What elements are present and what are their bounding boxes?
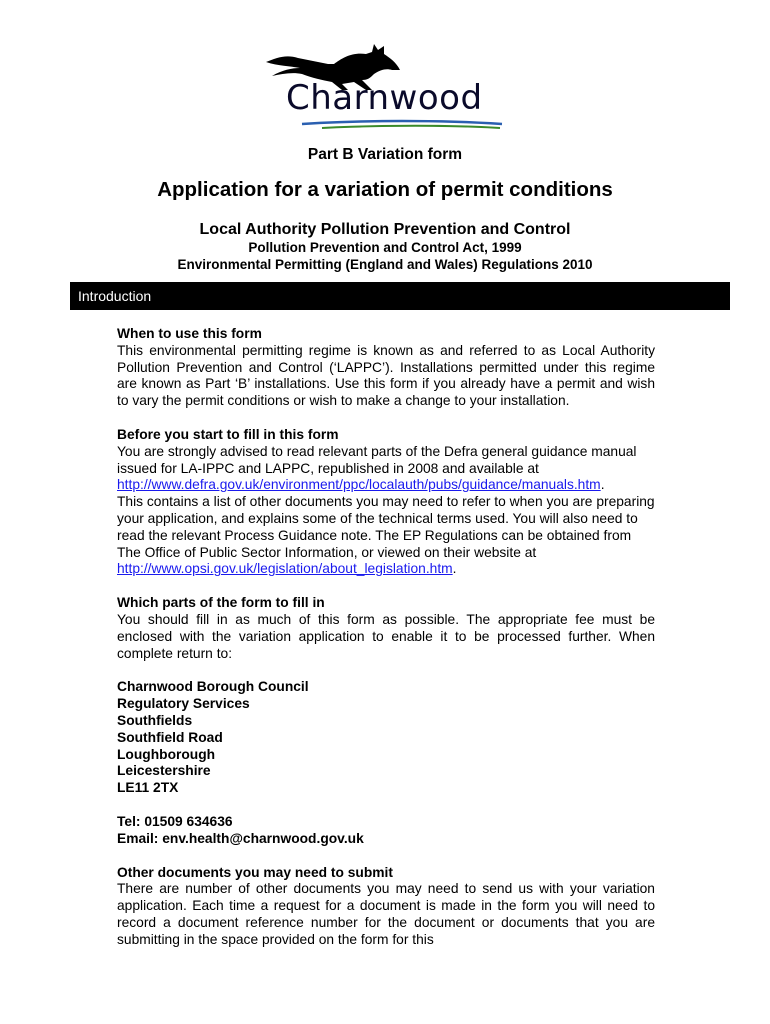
paragraph-other: There are number of other documents you may need to send us with your variation application. Each time a request for a document is made in the form you will need to record a document reference number for the document or documents that you are submitting in the space provided on the form for this — [117, 881, 655, 947]
address-line: Southfields — [117, 712, 193, 728]
address-line: Southfield Road — [117, 729, 223, 745]
opsi-link[interactable]: http://www.opsi.gov.uk/legislation/about_legislation.htm — [117, 561, 453, 577]
paragraph-when: This environmental permitting regime is known as and referred to as Local Authority Pollution Prevention and Control (‘LAPPC’). Installations permitted under this regime are known as Part ‘B’ installations. Use this form if you already have a permit and wish to vary the permit conditions or wish to make a change to your installation. — [117, 342, 655, 409]
page-title: Application for a variation of permit conditions — [157, 178, 613, 201]
contact-email: Email: env.health@charnwood.gov.uk — [117, 830, 364, 846]
paragraph-before-2: This contains a list of other documents you may need to refer to when you are preparing your application, and explains some of the technical terms used. You will also need to read the relevant Process Guidance note. The EP Regulations can be obtained from The Office of Public Sector Information, or viewed on their website at http://www.opsi.gov.uk/legislation/about_legislation.htm. — [117, 494, 655, 577]
before-text-1: You are strongly advised to read relevant parts of the Defra general guidance manual issued for LA-IPPC and LAPPC, republished in 2008 and available at — [117, 443, 637, 476]
address-line: Loughborough — [117, 746, 216, 762]
address-line: Charnwood Borough Council — [117, 679, 309, 695]
act-line: Pollution Prevention and Control Act, 1999 — [248, 240, 522, 255]
heading-other: Other documents you may need to submit — [117, 864, 393, 880]
address-line: LE11 2TX — [117, 780, 179, 796]
regulations-line: Environmental Permitting (England and Wales) Regulations 2010 — [177, 257, 593, 272]
logo-wordmark: Charnwood — [286, 78, 483, 118]
paragraph-which: You should fill in as much of this form as possible. The appropriate fee must be enclosed with the variation application to enable it to be processed further. When complete return to: — [117, 611, 655, 661]
address-block — [117, 679, 655, 797]
address-line: Leicestershire — [117, 763, 211, 779]
subtitle: Local Authority Pollution Prevention and Control — [199, 221, 571, 238]
before-text-2: This contains a list of other documents you may need to refer to when you are preparing your application, and explains some of the technical terms used. You will also need to read the relevant Process Guidance note. The EP Regulations can be obtained from The Office of Public Sector Information, or viewed on their website at — [117, 494, 655, 560]
section-bar-introduction: Introduction — [70, 282, 730, 310]
heading-which: Which parts of the form to fill in — [117, 595, 325, 611]
form-label: Part B Variation form — [307, 146, 463, 163]
address-line: Regulatory Services — [117, 696, 250, 712]
heading-before: Before you start to fill in this form — [117, 426, 339, 442]
charnwood-logo — [262, 40, 507, 132]
paragraph-before: You are strongly advised to read relevant parts of the Defra general guidance manual issued for LA-IPPC and LAPPC, republished in 2008 and available at http://www.defra.gov.uk/environment/ppc/localauth/pubs/guidance/manuals.htm. — [117, 443, 637, 493]
defra-link[interactable]: http://www.defra.gov.uk/environment/ppc/localauth/pubs/guidance/manuals.htm — [117, 477, 601, 493]
introduction-content — [117, 326, 655, 949]
heading-when: When to use this form — [117, 326, 262, 341]
contact-tel: Tel: 01509 634636 — [117, 813, 233, 829]
